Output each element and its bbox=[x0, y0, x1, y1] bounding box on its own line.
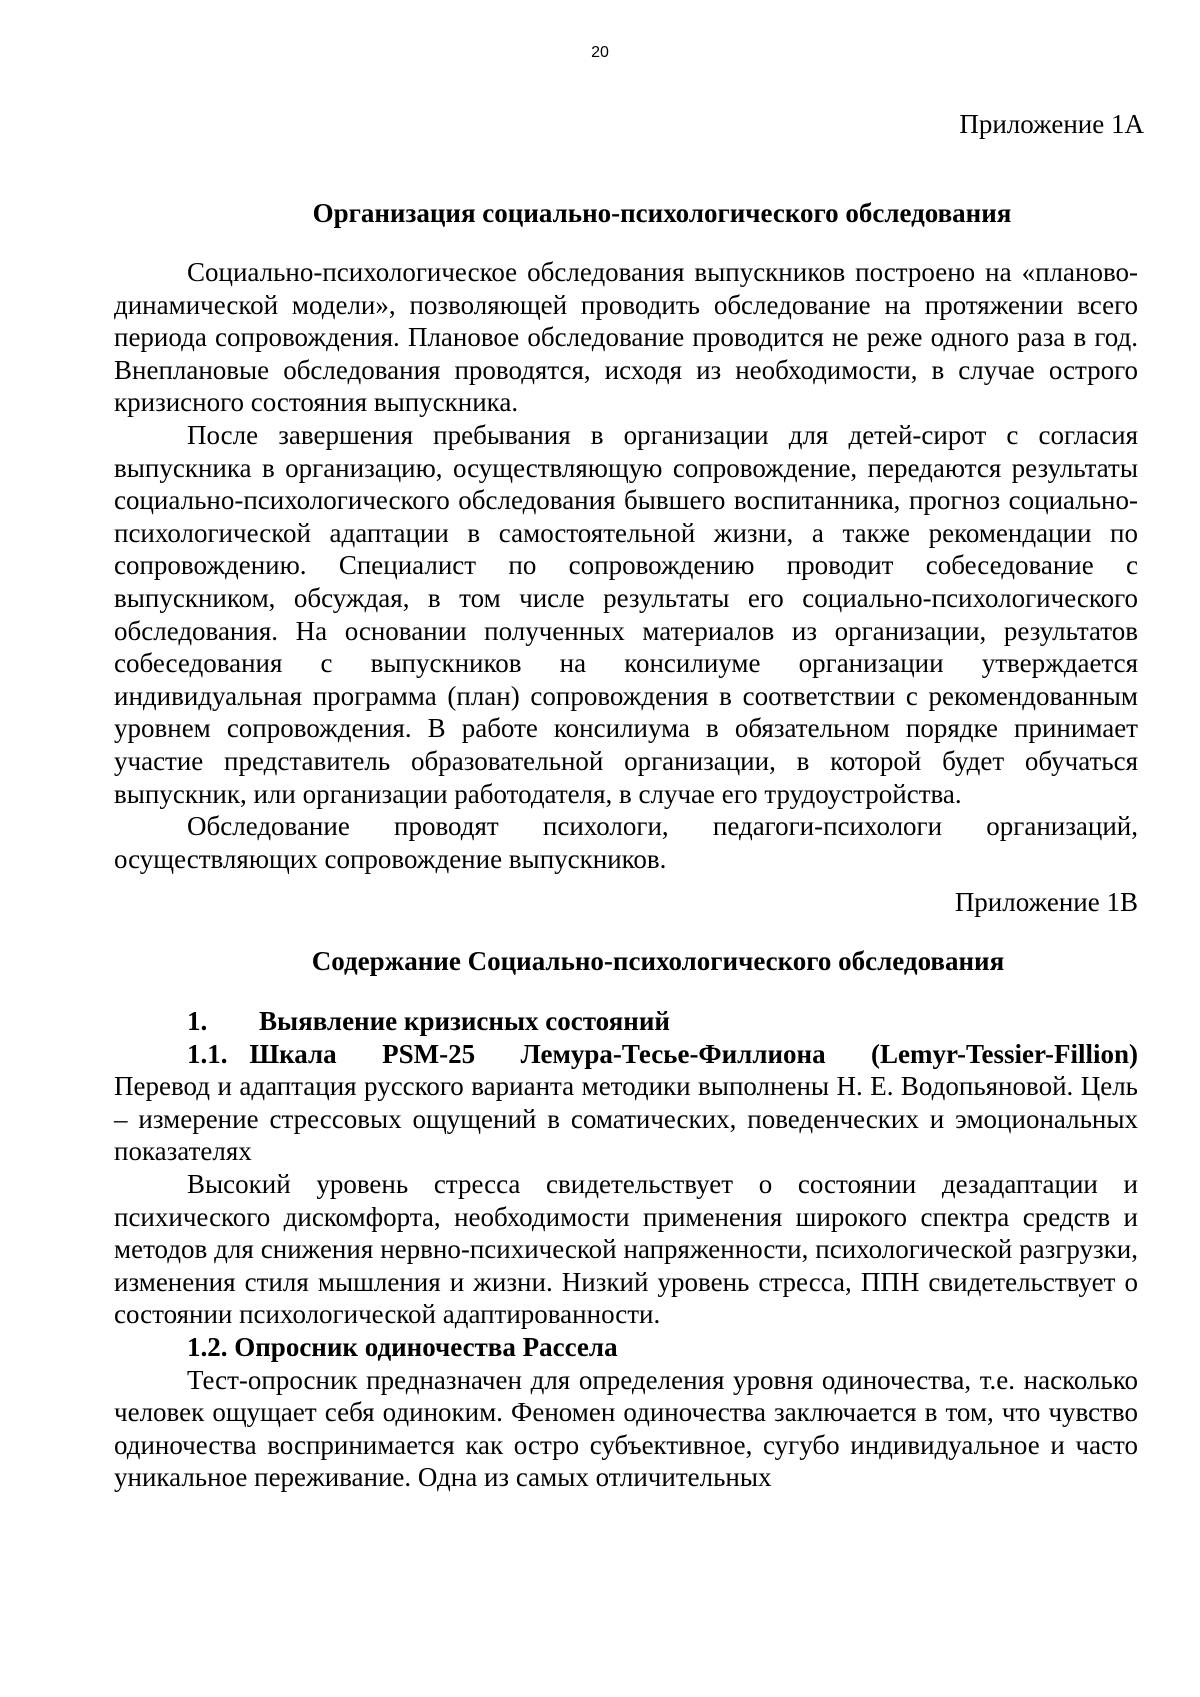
section-1-2-heading: 1.2. Опросник одиночества Рассела bbox=[187, 1331, 618, 1362]
paragraph: Высокий уровень стресса свидетельствует о состоянии дезадаптации и психического дискомфорта, необходимости применения широкого спектра средств и методов для снижения нервно-психической напряженности, психологической разгрузки, изменения стиля мышления и жизни. Низкий уровень стресса, ППН свидетельствует о состоянии психологической адаптированности. bbox=[114, 1168, 1138, 1330]
appendix-1b-body bbox=[114, 1005, 1138, 1494]
appendix-1b-label: Приложение 1В bbox=[954, 887, 1138, 917]
section-1-1-heading bbox=[114, 1038, 1138, 1071]
section-number: 1. bbox=[187, 1006, 208, 1036]
appendix-1a-body bbox=[114, 256, 1138, 875]
paragraph: После завершения пребывания в организации для детей-сирот с согласия выпускника в организацию, осуществляющую сопровождение, передаются результаты социально-психологического обследования бывшего воспитанника, прогноз социально-психологической адаптации в самостоятельной жизни, а также рекомендации по сопровождению. Специалист по сопровождению проводит собеседование с выпускником, обсуждая, в том числе результаты его социально-психологического обследования. На основании полученных материалов из организации, результатов собеседования с выпускников на консилиуме организации утверждается индивидуальная программа (план) сопровождения в соответствии с рекомендованным уровнем сопровождения. В работе консилиума в обязательном порядке принимает участие представитель образовательной организации, в которой будет обучаться выпускник, или организации работодателя, в случае его трудоустройства. bbox=[114, 419, 1138, 809]
appendix-1a-title: Организация социально-психологического обследования bbox=[312, 198, 1012, 228]
paragraph: Социально-психологическое обследования выпускников построено на «планово-динамической модели», позволяющей проводить обследование на протяжении всего периода сопровождения. Плановое обследование проводится не реже одного раза в год. Внеплановые обследования проводятся, исходя из необходимости, в случае острого кризисного состояния выпускника. bbox=[114, 257, 1138, 418]
section-title: Выявление кризисных состояний bbox=[259, 1006, 670, 1036]
paragraph: Перевод и адаптация русского варианта методики выполнены Н. Е. Водопьяновой. Цель – измерение стрессовых ощущений в соматических, поведенческих и эмоциональных показателях bbox=[114, 1071, 1138, 1167]
section-number: 1.1. bbox=[187, 1038, 228, 1069]
appendix-1b-title: Содержание Социально-психологического обследования bbox=[311, 946, 1005, 976]
section-1-heading bbox=[114, 1005, 1138, 1038]
page-number: 20 bbox=[591, 44, 609, 61]
paragraph: Обследование проводят психологи, педагоги-психологи организаций, осуществляющих сопровождение выпускников. bbox=[114, 811, 1138, 874]
appendix-1a-label: Приложение 1А bbox=[959, 109, 1144, 139]
paragraph: Тест-опросник предназначен для определения уровня одиночества, т.е. насколько человек ощущает себя одиноким. Феномен одиночества заключается в том, что чувство одиночества воспринимается как остро субъективное, сугубо индивидуальное и часто уникальное переживание. Одна из самых отличительных bbox=[114, 1364, 1138, 1493]
section-title: Шкала PSM-25 Лемура-Тесье-Филлиона (Lemyr-Tessier-Fillion) bbox=[249, 1038, 1138, 1069]
